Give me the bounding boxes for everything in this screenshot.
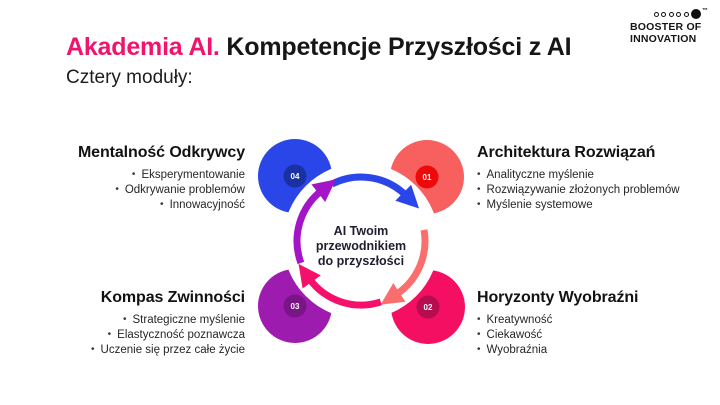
module-item: • Odkrywanie problemów — [29, 183, 245, 198]
module-title: Horyzonty Wyobraźni — [477, 289, 639, 306]
module-title: Mentalność Odkrywcy — [77, 144, 245, 161]
module-item: • Uczenie się przez całe życie — [29, 343, 245, 358]
logo-dot-icon — [661, 12, 666, 17]
module-item: • Innowacyjność — [29, 198, 245, 213]
brand-logo — [630, 8, 708, 45]
module-item: • Ciekawość — [477, 328, 693, 343]
logo-dot-icon — [684, 12, 689, 17]
module-item: • Wyobraźnia — [477, 343, 693, 358]
logo-text-line1: BOOSTER OF — [630, 21, 702, 33]
badge-label-02: 02 — [423, 303, 433, 312]
center-caption-line1: AI Twoim — [333, 224, 389, 238]
module-item: • Eksperymentowanie — [29, 168, 245, 183]
logo-dot-icon — [669, 12, 674, 17]
title-accent: Akademia AI. — [66, 33, 220, 61]
badge-label-03: 03 — [290, 302, 300, 311]
module-item: • Elastyczność poznawcza — [29, 328, 245, 343]
trademark-symbol: ™ — [702, 8, 708, 14]
logo-dot-icon — [676, 12, 681, 17]
module-item: • Strategiczne myślenie — [29, 313, 245, 328]
module-title: Architektura Rozwiązań — [477, 144, 656, 161]
badge-label-04: 04 — [290, 172, 300, 181]
cycle-diagram — [246, 126, 476, 356]
module-item: • Myślenie systemowe — [477, 198, 693, 213]
logo-dots-icon — [630, 8, 708, 20]
logo-text-line2: INNOVATION — [630, 32, 697, 45]
center-caption-line3: do przyszłości — [317, 254, 405, 268]
module-kompas-zwinnosci — [29, 289, 245, 358]
center-caption-line2: przewodnikiem — [315, 239, 407, 253]
module-mentalnosc-odkrywcy — [29, 144, 245, 213]
module-item: • Rozwiązywanie złożonych problemów — [477, 183, 693, 198]
subtitle: Cztery moduły: — [66, 67, 193, 88]
logo-filled-dot-icon — [691, 9, 701, 19]
badge-label-01: 01 — [422, 173, 432, 182]
module-item: • Kreatywność — [477, 313, 693, 328]
page-title — [66, 33, 571, 62]
module-horyzonty-wyobrazni — [477, 289, 693, 358]
title-rest: Kompetencje Przyszłości z AI — [219, 33, 572, 61]
logo-dot-icon — [654, 12, 659, 17]
module-architektura-rozwiazan — [477, 144, 693, 213]
module-item: • Analityczne myślenie — [477, 168, 693, 183]
module-title: Kompas Zwinności — [100, 289, 245, 306]
